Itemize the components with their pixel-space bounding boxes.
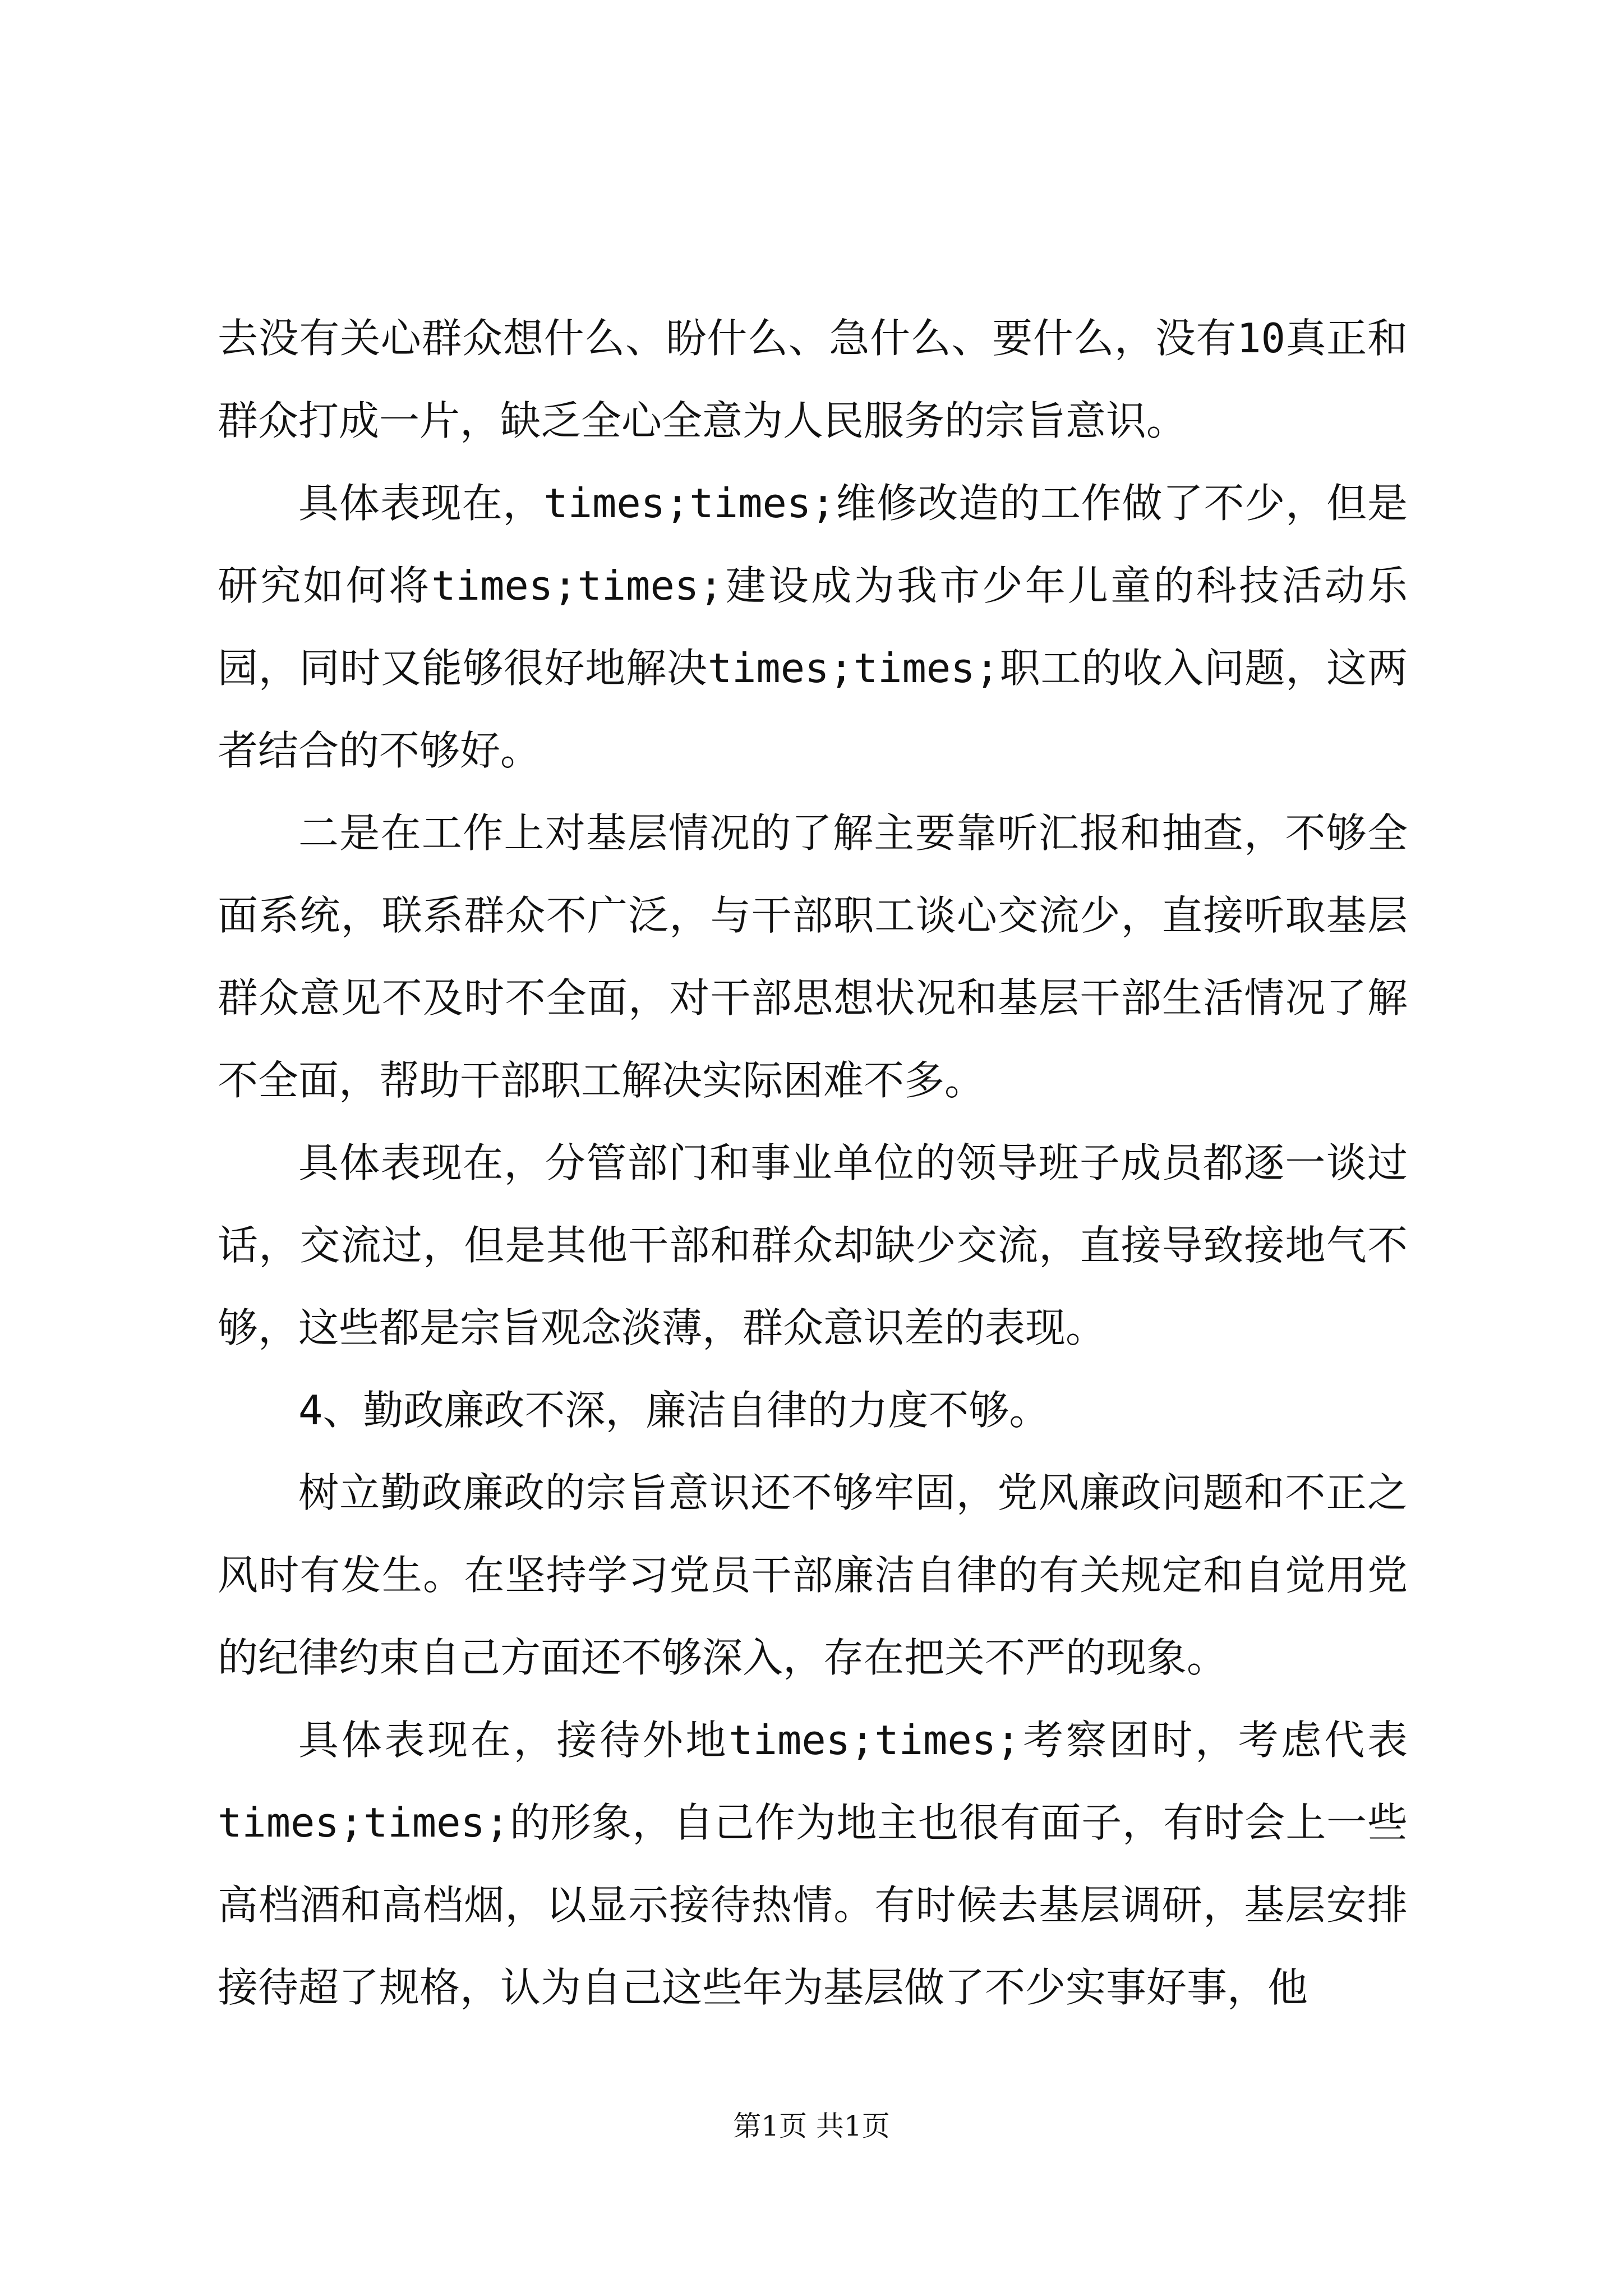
- document-body: [218, 297, 1408, 2029]
- page-footer: 第1页 共1页: [733, 2110, 890, 2142]
- paragraph: 具体表现在，分管部门和事业单位的领导班子成员都逐一谈过话，交流过，但是其他干部和群众却缺少交流，直接导致接地气不够，这些都是宗旨观念淡薄，群众意识差的表现。: [218, 1139, 1408, 1351]
- paragraph: 具体表现在，times;times;维修改造的工作做了不少，但是研究如何将times;times;建设成为我市少年儿童的科技活动乐园，同时又能够很好地解决times;times;职工的收入问题，这两者结合的不够好。: [218, 480, 1408, 774]
- paragraph-continuation: 去没有关心群众想什么、盼什么、急什么、要什么，没有10真正和群众打成一片，缺乏全心全意为人民服务的宗旨意识。: [218, 315, 1408, 444]
- section-heading: 4、勤政廉政不深，廉洁自律的力度不够。: [298, 1387, 1050, 1434]
- paragraph: 具体表现在，接待外地times;times;考察团时，考虑代表times;times;的形象，自己作为地主也很有面子，有时会上一些高档酒和高档烟，以显示接待热情。有时候去基层调研，基层安排接待超了规格，认为自己这些年为基层做了不少实事好事，他: [218, 1717, 1408, 2011]
- paragraph: 二是在工作上对基层情况的了解主要靠听汇报和抽查，不够全面系统，联系群众不广泛，与干部职工谈心交流少，直接听取基层群众意见不及时不全面，对干部思想状况和基层干部生活情况了解不全面，帮助干部职工解决实际困难不多。: [218, 809, 1408, 1104]
- paragraph: 树立勤政廉政的宗旨意识还不够牢固，党风廉政问题和不正之风时有发生。在坚持学习党员干部廉洁自律的有关规定和自觉用党的纪律约束自己方面还不够深入，存在把关不严的现象。: [218, 1469, 1408, 1681]
